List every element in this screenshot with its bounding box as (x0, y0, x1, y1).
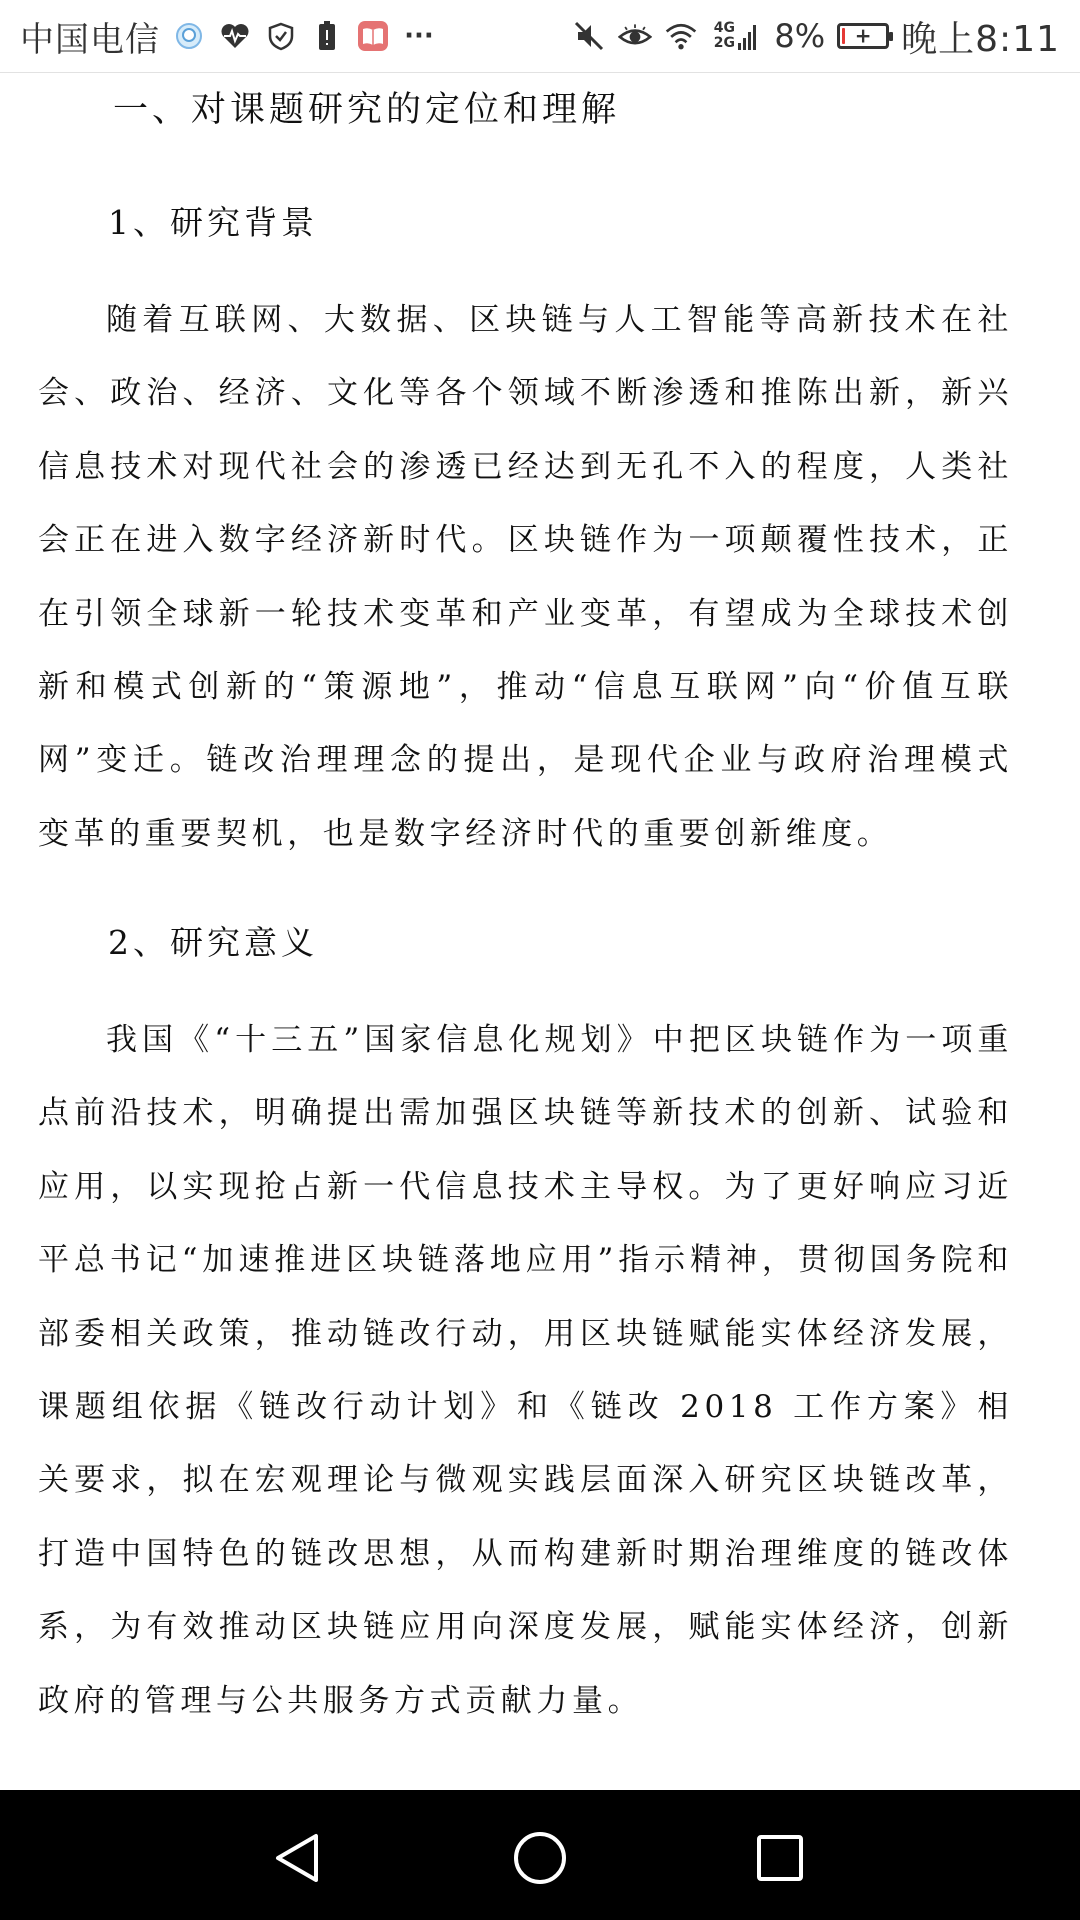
qq-icon (172, 19, 206, 53)
reader-app-icon (356, 19, 390, 53)
recents-icon (754, 1832, 806, 1884)
network-type-bottom: 2G (713, 35, 735, 51)
more-dots-icon: ··· (404, 21, 434, 51)
battery-percentage: 8% (774, 17, 826, 55)
status-bar-right (572, 12, 1060, 60)
network-type-top: 4G (713, 20, 735, 36)
home-icon (511, 1829, 569, 1887)
clock: 晚上8:11 (901, 18, 1060, 60)
mute-icon (572, 19, 606, 53)
wifi-icon (664, 19, 698, 53)
section-2-title: 2、研究意义 (108, 923, 318, 962)
heart-rate-icon (218, 19, 252, 53)
home-button[interactable] (500, 1818, 580, 1898)
recents-button[interactable] (740, 1818, 820, 1898)
signal-icon (710, 19, 762, 53)
section-1-body: 随着互联网、大数据、区块链与人工智能等高新技术在社会、政治、经济、文化等各个领域不断渗透和推陈出新，新兴信息技术对现代社会的渗透已经达到无孔不入的程度，人类社会正在进入数字经济新时代。区块链作为一项颠覆性技术，正在引领全球新一轮技术变革和产业变革，有望成为全球技术创新和模式创新的“策源地”，推动“信息互联网”向“价值互联网”变迁。链改治理理念的提出，是现代企业与政府治理模式变革的重要契机，也是数字经济时代的重要创新维度。 (38, 302, 1013, 852)
document-page[interactable] (0, 72, 1080, 1790)
battery-icon (837, 23, 889, 49)
section-2-body: 我国《“十三五”国家信息化规划》中把区块链作为一项重点前沿技术，明确提出需加强区块链等新技术的创新、试验和应用，以实现抢占新一代信息技术主导权。为了更好响应习近平总书记“加速推进区块链落地应用”指示精神，贯彻国务院和部委相关政策，推动链改行动，用区块链赋能实体经济发展，课题组依据《链改行动计划》和《链改 2018 工作方案》相关要求，拟在宏观理论与微观实践层面深入研究区块链改革，打造中国特色的链改思想，从而构建新时期治理维度的链改体系，为有效推动区块链应用向深度发展，赋能实体经济，创新政府的管理与公共服务方式贡献力量。 (38, 1022, 1013, 1719)
carrier-name: 中国电信 (20, 19, 160, 60)
battery-fill (842, 28, 845, 44)
chapter-heading: 一、对课题研究的定位和理解 (113, 90, 621, 130)
eye-comfort-icon (618, 19, 652, 53)
status-bar (0, 0, 1080, 73)
charging-plus-icon: + (854, 23, 872, 48)
shield-icon (264, 19, 298, 53)
back-button[interactable] (258, 1818, 338, 1898)
status-bar-left (20, 12, 436, 60)
battery-saver-icon (310, 19, 344, 53)
back-icon (270, 1830, 326, 1886)
navigation-bar (0, 1790, 1080, 1920)
section-1-title: 1、研究背景 (108, 203, 318, 242)
